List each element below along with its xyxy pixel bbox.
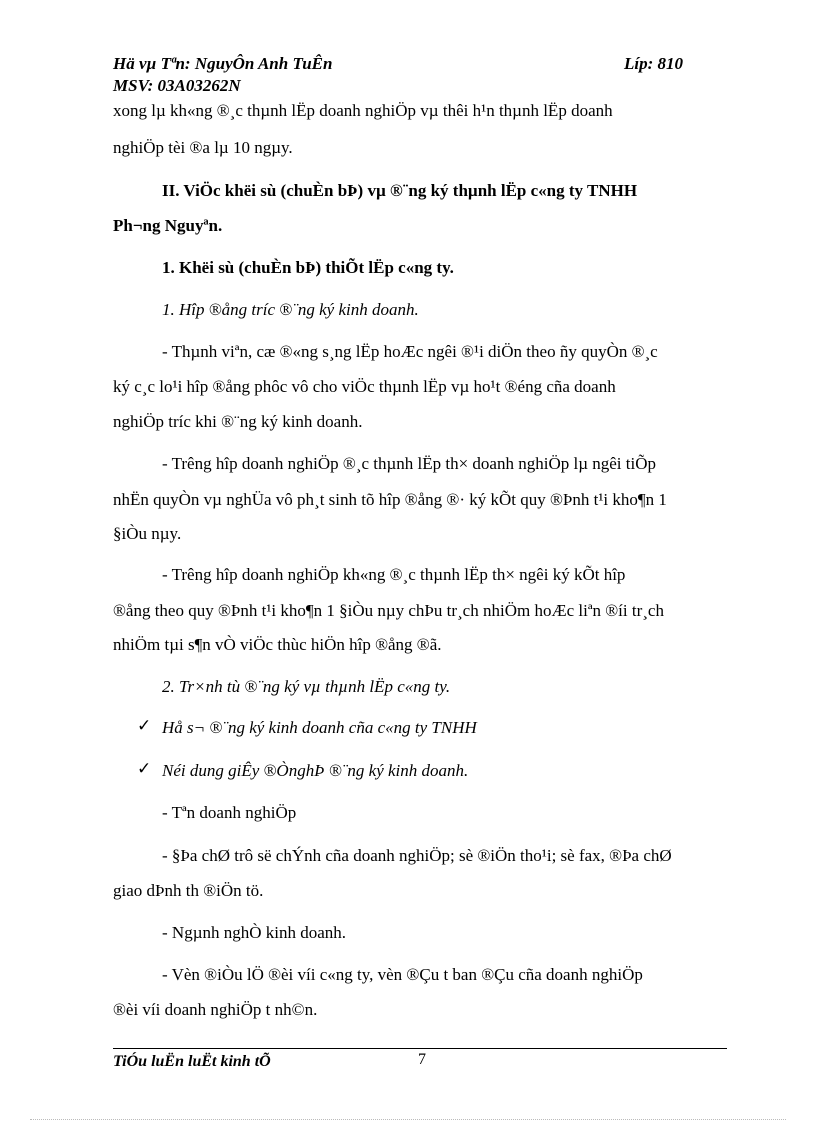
body-line: - §Þa chØ trô së chÝnh cña doanh nghiÖp; sè ®iÖn tho¹i; sè fax, ®Þa chØ	[162, 846, 672, 865]
body-line: giao dÞnh th ®iÖn tö.	[113, 881, 264, 900]
body-line: nghiÖp tèi ®a lµ 10 ngµy.	[113, 138, 293, 157]
student-id: MSV: 03A03262N	[113, 76, 241, 95]
class-label: Líp: 810	[624, 54, 684, 73]
footer-title: TiÓu luËn luËt kinh tÕ	[113, 1053, 271, 1070]
page-number: 7	[418, 1051, 426, 1068]
student-name: Hä vµ Tªn: NguyÔn Anh TuÊn	[113, 54, 333, 73]
body-line: - Tªn doanh nghiÖp	[162, 803, 297, 822]
body-line: ®èi víi doanh nghiÖp t nh©n.	[113, 1000, 318, 1019]
section-heading: II. ViÖc khëi sù (chuÈn bÞ) vµ ®¨ng ký thµnh lËp c«ng ty TNHH	[162, 181, 638, 200]
body-line: - Ngµnh nghÒ kinh doanh.	[162, 923, 347, 942]
page-bottom-border	[30, 1119, 786, 1120]
body-line: xong lµ kh«ng ®¸c thµnh lËp doanh nghiÖp vµ thêi h¹n thµnh lËp doanh	[113, 101, 613, 120]
footer-rule	[113, 1048, 727, 1049]
checklist-item: Néi dung giÊy ®ÒnghÞ ®¨ng ký kinh doanh.	[162, 761, 469, 780]
checklist-item: Hå s¬ ®¨ng ký kinh doanh cña c«ng ty TNHH	[162, 718, 477, 737]
section-heading: Ph¬ng Nguyªn.	[113, 216, 223, 235]
body-line: nhiÖm tµi s¶n vÒ viÖc thùc hiÖn hîp ®ång ®ã.	[113, 635, 442, 654]
body-line: ký c¸c lo¹i hîp ®ång phôc vô cho viÖc thµnh lËp vµ ho¹t ®éng cña doanh	[113, 377, 616, 396]
body-line: - Vèn ®iÒu lÖ ®èi víi c«ng ty, vèn ®Çu t ban ®Çu cña doanh nghiÖp	[162, 965, 643, 984]
body-line: §iÒu nµy.	[113, 524, 182, 543]
body-line: nghiÖp tríc khi ®¨ng ký kinh doanh.	[113, 412, 363, 431]
sub-heading: 2. Tr×nh tù ®¨ng ký vµ thµnh lËp c«ng ty.	[162, 677, 451, 696]
checkmark-icon: ✓	[137, 759, 152, 778]
body-line: - Trêng hîp doanh nghiÖp kh«ng ®¸c thµnh lËp th× ngêi ký kÕt hîp	[162, 565, 626, 584]
subsection-heading: 1. Khëi sù (chuÈn bÞ) thiÕt lËp c«ng ty.	[162, 258, 454, 277]
body-line: ®ång theo quy ®Þnh t¹i kho¶n 1 §iÒu nµy chÞu tr¸ch nhiÖm hoÆc liªn ®íi tr¸ch	[113, 601, 664, 620]
body-line: - Trêng hîp doanh nghiÖp ®¸c thµnh lËp th× doanh nghiÖp lµ ngêi tiÕp	[162, 454, 656, 473]
body-line: - Thµnh viªn, cæ ®«ng s¸ng lËp hoÆc ngêi ®¹i diÖn theo ñy quyÒn ®¸c	[162, 342, 658, 361]
sub-heading: 1. Hîp ®ång tríc ®¨ng ký kinh doanh.	[162, 300, 419, 319]
body-line: nhËn quyÒn vµ nghÜa vô ph¸t sinh tõ hîp ®ång ®· ký kÕt quy ®Þnh t¹i kho¶n 1	[113, 490, 667, 509]
checkmark-icon: ✓	[137, 716, 152, 735]
